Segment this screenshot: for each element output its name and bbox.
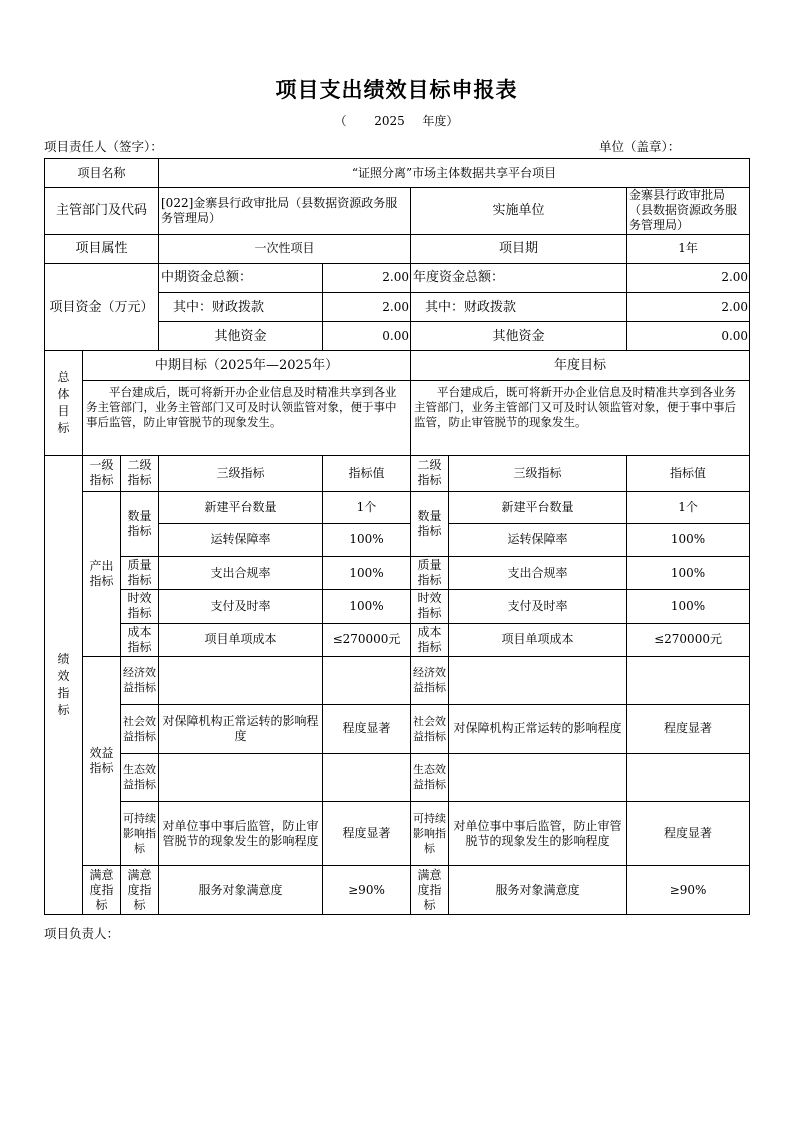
period-value: 1年 <box>627 234 750 263</box>
mid-total-value: 2.00 <box>323 263 411 292</box>
q1-value: 1个 <box>323 491 411 523</box>
satisfaction-value-annual: ≥90% <box>627 866 750 915</box>
timeliness-indicator-label: 时效指标 <box>121 590 159 623</box>
social-indicator-label: 社会效益指标 <box>121 705 159 753</box>
level1-header: 一级指标 <box>83 456 121 491</box>
satisfaction-name-annual: 服务对象满意度 <box>449 866 627 915</box>
timeliness-value-annual: 100% <box>627 590 750 623</box>
sustainable-indicator-label: 可持续影响指标 <box>121 801 159 866</box>
ecological-indicator-label-annual: 生态效益指标 <box>411 753 449 801</box>
sustainable-value: 程度显著 <box>323 801 411 866</box>
row-project-name <box>45 159 750 188</box>
mid-other-value: 0.00 <box>323 322 411 351</box>
project-leader-label: 项目负责人： <box>44 926 120 941</box>
attr-value: 一次性项目 <box>159 234 411 263</box>
annual-fiscal-label: 其中：财政拨款 <box>411 293 627 322</box>
dept-value: [022]金寨县行政审批局（县数据资源政务服务管理局） <box>159 188 411 234</box>
impl-unit-value: 金寨县行政审批局（县数据资源政务服务管理局） <box>627 188 750 234</box>
mid-goal-text: 平台建成后，既可将新开办企业信息及时精准共享到各业务主管部门，业务主管部门又可及时认领监管对象，便于事中事后监管，防止审管脱节的现象发生。 <box>83 380 411 456</box>
satisfaction-name: 服务对象满意度 <box>159 866 323 915</box>
year-value: 2025 <box>374 114 405 128</box>
q2-value: 100% <box>323 523 411 556</box>
sustainable-value-annual: 程度显著 <box>627 801 750 866</box>
annual-fiscal-value: 2.00 <box>627 293 750 322</box>
row-satisfaction <box>45 866 750 915</box>
ecological-name <box>159 753 323 801</box>
ecological-value <box>323 753 411 801</box>
sustainable-indicator-label-annual: 可持续影响指标 <box>411 801 449 866</box>
satisfaction-l1-label: 满意度指标 <box>83 866 121 915</box>
mid-goal-header: 中期目标（2025年—2025年） <box>83 351 411 380</box>
cost-name-annual: 项目单项成本 <box>449 623 627 656</box>
sustainable-name: 对单位事中事后监管，防止审管脱节的现象发生的影响程度 <box>159 801 323 866</box>
satisfaction-l2-label: 满意度指标 <box>121 866 159 915</box>
mid-total-label: 中期资金总额： <box>159 263 323 292</box>
value-header: 指标值 <box>323 456 411 491</box>
q1-value-annual: 1个 <box>627 491 750 523</box>
row-funds-total <box>45 263 750 292</box>
timeliness-indicator-label-annual: 时效指标 <box>411 590 449 623</box>
economic-indicator-label-annual: 经济效益指标 <box>411 656 449 704</box>
annual-total-value: 2.00 <box>627 263 750 292</box>
row-social <box>45 705 750 753</box>
q2-value-annual: 100% <box>627 523 750 556</box>
ecological-indicator-label: 生态效益指标 <box>121 753 159 801</box>
row-quality <box>45 557 750 590</box>
row-department <box>45 188 750 234</box>
ecological-value-annual <box>627 753 750 801</box>
funds-label: 项目资金（万元） <box>45 263 159 351</box>
q1-name-annual: 新建平台数量 <box>449 491 627 523</box>
social-value-annual: 程度显著 <box>627 705 750 753</box>
annual-other-value: 0.00 <box>627 322 750 351</box>
row-indicator-headers <box>45 456 750 491</box>
row-cost <box>45 623 750 656</box>
quality-value-annual: 100% <box>627 557 750 590</box>
level2-header-annual: 二级指标 <box>411 456 449 491</box>
performance-indicators-label: 绩效指标 <box>45 456 83 915</box>
social-name-annual: 对保障机构正常运转的影响程度 <box>449 705 627 753</box>
year-open: （ <box>334 114 347 128</box>
row-goal-headers <box>45 351 750 380</box>
row-timeliness <box>45 590 750 623</box>
economic-name <box>159 656 323 704</box>
economic-name-annual <box>449 656 627 704</box>
q2-name-annual: 运转保障率 <box>449 523 627 556</box>
timeliness-name: 支付及时率 <box>159 590 323 623</box>
page-title: 项目支出绩效目标申报表 <box>275 78 518 102</box>
overall-goal-label: 总体目标 <box>45 351 83 456</box>
annual-goal-text: 平台建成后，既可将新开办企业信息及时精准共享到各业务主管部门，业务主管部门又可及时认领监管对象，便于事中事后监管，防止审管脱节的现象发生。 <box>411 380 750 456</box>
report-year <box>0 112 793 129</box>
row-quantity-1 <box>45 491 750 523</box>
value-header-annual: 指标值 <box>627 456 750 491</box>
social-name: 对保障机构正常运转的影响程度 <box>159 705 323 753</box>
quality-name-annual: 支出合规率 <box>449 557 627 590</box>
cost-name: 项目单项成本 <box>159 623 323 656</box>
social-value: 程度显著 <box>323 705 411 753</box>
row-sustainable <box>45 801 750 866</box>
quality-name: 支出合规率 <box>159 557 323 590</box>
mid-fiscal-value: 2.00 <box>323 293 411 322</box>
quantity-indicator-label-annual: 数量指标 <box>411 491 449 557</box>
performance-goal-form <box>44 158 749 915</box>
dept-label: 主管部门及代码 <box>45 188 159 234</box>
mid-fiscal-label: 其中：财政拨款 <box>159 293 323 322</box>
timeliness-value: 100% <box>323 590 411 623</box>
cost-indicator-label-annual: 成本指标 <box>411 623 449 656</box>
social-indicator-label-annual: 社会效益指标 <box>411 705 449 753</box>
mid-other-label: 其他资金 <box>159 322 323 351</box>
cost-value: ≤270000元 <box>323 623 411 656</box>
period-label: 项目期 <box>411 234 627 263</box>
annual-total-label: 年度资金总额： <box>411 263 627 292</box>
attr-label: 项目属性 <box>45 234 159 263</box>
output-indicators-label: 产出指标 <box>83 491 121 656</box>
benefit-indicators-label: 效益指标 <box>83 656 121 866</box>
year-close: 年度） <box>422 114 459 128</box>
quality-indicator-label-annual: 质量指标 <box>411 557 449 590</box>
economic-value-annual <box>627 656 750 704</box>
responsible-signature-label: 项目责任人（签字）： <box>44 139 163 154</box>
quantity-indicator-label: 数量指标 <box>121 491 159 557</box>
satisfaction-value: ≥90% <box>323 866 411 915</box>
quality-value: 100% <box>323 557 411 590</box>
project-name-label: 项目名称 <box>45 159 159 188</box>
level2-header: 二级指标 <box>121 456 159 491</box>
level3-header-annual: 三级指标 <box>449 456 627 491</box>
row-goal-text <box>45 380 750 456</box>
annual-other-label: 其他资金 <box>411 322 627 351</box>
performance-goal-table <box>44 158 750 915</box>
ecological-name-annual <box>449 753 627 801</box>
unit-seal-label: 单位（盖章）： <box>599 139 681 154</box>
row-attribute <box>45 234 750 263</box>
satisfaction-l2-label-annual: 满意度指标 <box>411 866 449 915</box>
q1-name: 新建平台数量 <box>159 491 323 523</box>
row-ecological <box>45 753 750 801</box>
economic-indicator-label: 经济效益指标 <box>121 656 159 704</box>
row-economic <box>45 656 750 704</box>
cost-indicator-label: 成本指标 <box>121 623 159 656</box>
q2-name: 运转保障率 <box>159 523 323 556</box>
economic-value <box>323 656 411 704</box>
sustainable-name-annual: 对单位事中事后监管，防止审管脱节的现象发生的影响程度 <box>449 801 627 866</box>
project-name-value: “证照分离”市场主体数据共享平台项目 <box>159 159 750 188</box>
level3-header: 三级指标 <box>159 456 323 491</box>
annual-goal-header: 年度目标 <box>411 351 750 380</box>
cost-value-annual: ≤270000元 <box>627 623 750 656</box>
impl-unit-label: 实施单位 <box>411 188 627 234</box>
timeliness-name-annual: 支付及时率 <box>449 590 627 623</box>
quality-indicator-label: 质量指标 <box>121 557 159 590</box>
